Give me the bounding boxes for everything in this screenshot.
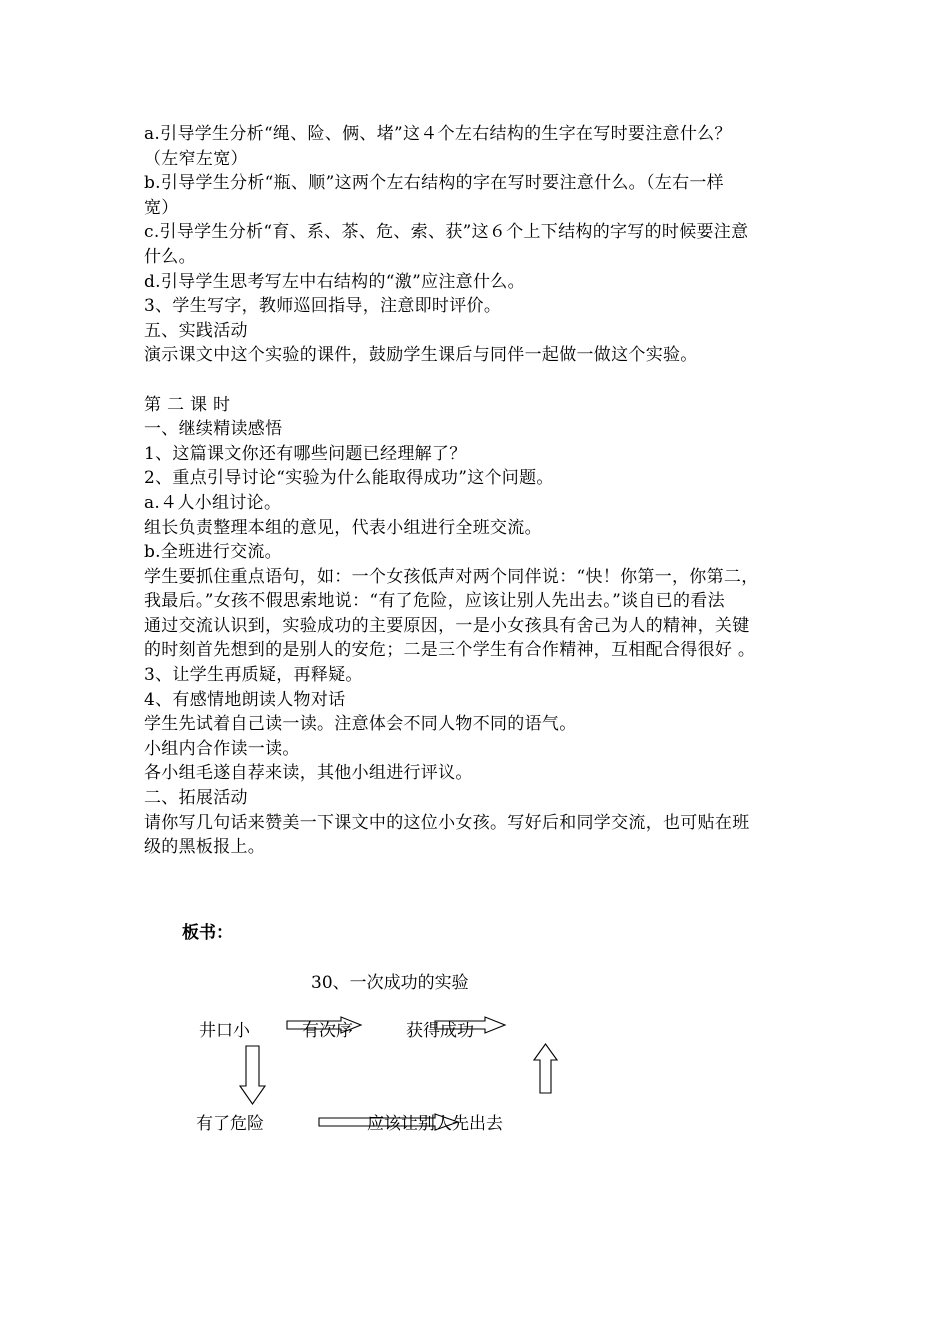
text-line: 2、重点引导讨论“实验为什么能取得成功”这个问题。	[144, 468, 554, 489]
text-line: 学生先试着自己读一读。注意体会不同人物不同的语气。	[144, 714, 577, 735]
board-node-danger: 有了危险	[196, 1114, 264, 1134]
text-line: 通过交流认识到，实验成功的主要原因，一是小女孩具有舍己为人的精神，关键	[144, 615, 750, 636]
text-line: d.引导学生思考写左中右结构的“激”应注意什么。	[144, 271, 525, 292]
text-line: 五、实践活动	[144, 320, 248, 341]
text-line: 宽）	[144, 197, 179, 218]
text-line: 各小组毛遂自荐来读，其他小组进行评议。	[144, 763, 473, 784]
text-line: 1、这篇课文你还有哪些问题已经理解了？	[144, 443, 467, 464]
text-line: 的时刻首先想到的是别人的安危；二是三个学生有合作精神，互相配合得很好 。	[144, 640, 756, 661]
text-line: 二、拓展活动	[144, 788, 248, 809]
board-label: 板书：	[182, 923, 233, 943]
text-line: 请你写几句话来赞美一下课文中的这位小女孩。写好后和同学交流，也可贴在班	[144, 812, 750, 833]
text-line: 演示课文中这个实验的课件，鼓励学生课后与同伴一起做一做这个实验。	[144, 345, 698, 366]
board-node-order: 有次序	[302, 1021, 353, 1041]
board-node-others: 应该让别人先出去	[367, 1114, 503, 1134]
text-line: a.４人小组讨论。	[144, 492, 282, 513]
text-line: c.引导学生分析“育、系、茶、危、索、获”这６个上下结构的字写的时候要注意	[144, 222, 749, 243]
text-line: 我最后。”女孩不假思索地说：“有了危险，应该让别人先出去。”谈自已的看法	[144, 591, 725, 612]
arrow-up	[534, 1044, 557, 1093]
text-line: 4、有感情地朗读人物对话	[144, 689, 346, 710]
text-line: 3、学生写字，教师巡回指导，注意即时评价。	[144, 296, 502, 317]
board-title: 30、一次成功的实验	[311, 973, 469, 993]
text-line: （左窄左宽）	[144, 148, 248, 169]
text-line: 级的黑板报上。	[144, 837, 266, 858]
board-node-success: 获得成功	[406, 1021, 474, 1041]
text-line: 什么。	[144, 246, 196, 267]
text-line: 学生要抓住重点语句，如：一个女孩低声对两个同伴说：“快！你第一，你第二，	[144, 566, 759, 587]
board-node-well: 井口小	[199, 1021, 250, 1041]
text-line: 小组内合作读一读。	[144, 738, 300, 759]
text-line: 3、让学生再质疑，再释疑。	[144, 665, 363, 686]
text-line: 组长负责整理本组的意见，代表小组进行全班交流。	[144, 517, 542, 538]
blank-line	[144, 368, 824, 393]
text-line: b.引导学生分析“瓶、顺”这两个左右结构的字在写时要注意什么。（左右一样	[144, 173, 724, 194]
arrow-down	[240, 1046, 265, 1104]
document-body	[144, 122, 824, 860]
text-line: 一、继续精读感悟	[144, 419, 283, 440]
text-line: 第 二 课 时	[144, 394, 231, 415]
text-line: b.全班进行交流。	[144, 542, 282, 563]
text-line: a.引导学生分析“绳、险、俩、堵”这４个左右结构的生字在写时要注意什么？	[144, 124, 732, 144]
